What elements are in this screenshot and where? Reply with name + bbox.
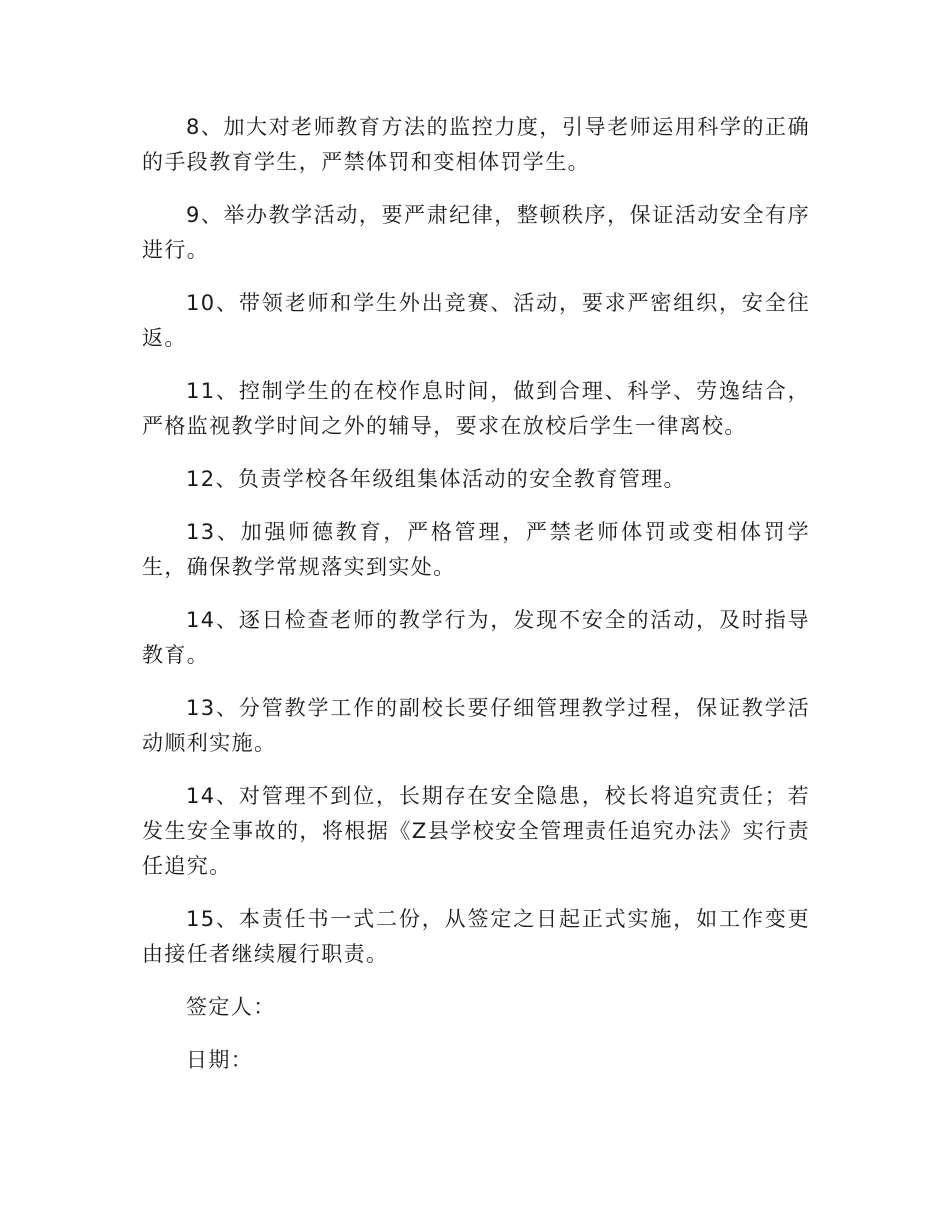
clause-13-second: 13、分管教学工作的副校长要仔细管理教学过程，保证教学活动顺利实施。 (142, 696, 810, 755)
date-label: 日期： (186, 1048, 254, 1072)
clause-14-second: 14、对管理不到位，长期存在安全隐患，校长将追究责任；若发生安全事故的，将根据《Z县学校安全管理责任追究办法》实行责任追究。 (142, 784, 810, 878)
clause-15: 15、本责任书一式二份，从签定之日起正式实施，如工作变更由接任者继续履行职责。 (142, 907, 810, 966)
clause-14: 14、逐日检查老师的教学行为，发现不安全的活动，及时指导教育。 (142, 608, 810, 667)
signatory-label: 签定人： (186, 995, 276, 1019)
clause-8: 8、加大对老师教育方法的监控力度，引导老师运用科学的正确的手段教育学生，严禁体罚和变相体罚学生。 (142, 115, 810, 174)
document-body (142, 110, 810, 1096)
clause-11: 11、控制学生的在校作息时间，做到合理、科学、劳逸结合，严格监视教学时间之外的辅导，要求在放校后学生一律离校。 (142, 379, 810, 438)
clause-9: 9、举办教学活动，要严肃纪律，整顿秩序，保证活动安全有序进行。 (142, 203, 810, 262)
clause-10: 10、带领老师和学生外出竞赛、活动，要求严密组织，安全往返。 (142, 291, 810, 350)
clause-12: 12、负责学校各年级组集体活动的安全教育管理。 (186, 467, 686, 491)
clause-13: 13、加强师德教育，严格管理，严禁老师体罚或变相体罚学生，确保教学常规落实到实处。 (142, 520, 810, 579)
